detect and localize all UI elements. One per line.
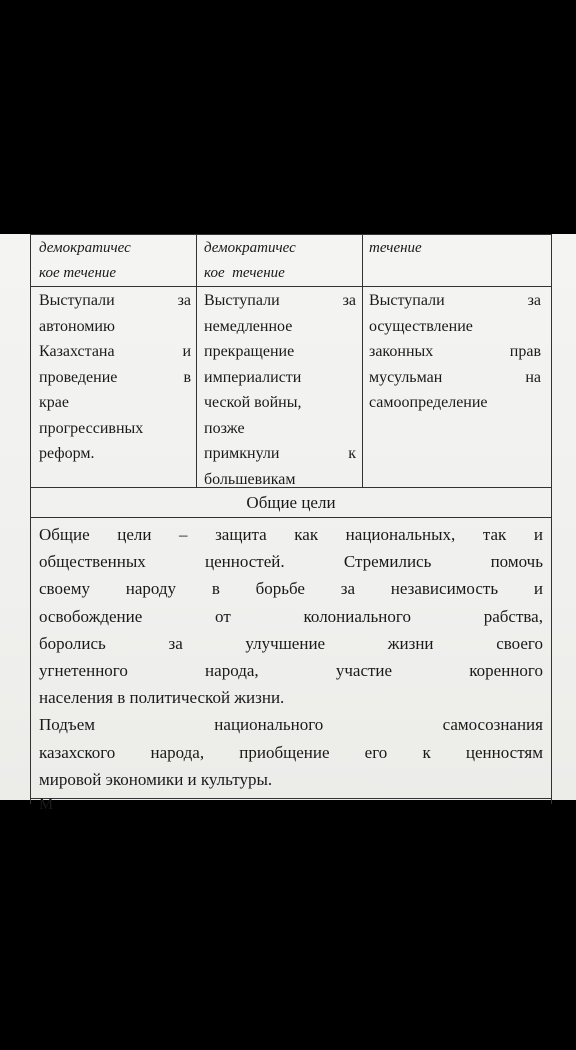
comparison-table <box>30 234 552 813</box>
header-col3-line: течение <box>369 240 422 256</box>
row-col2-word: за <box>342 292 356 309</box>
goals-text-word: национальных, <box>345 525 456 544</box>
goals-text-word: колониального <box>303 606 411 626</box>
row-col2-word: позже <box>204 419 245 437</box>
header-divider <box>31 286 551 287</box>
row-col1-line <box>39 390 191 416</box>
document-photo <box>0 234 576 813</box>
goals-text-word: народа, <box>150 742 205 762</box>
column-divider-1 <box>196 234 197 487</box>
goals-text-line <box>39 684 543 711</box>
row-col2-line <box>204 390 356 416</box>
goals-text-word: участие <box>335 661 393 681</box>
row-col2-word: немедленное <box>204 317 293 335</box>
row-col1-line <box>39 339 191 365</box>
row-col3-line <box>369 288 541 314</box>
goals-text-word: народа, <box>205 661 259 681</box>
goals-text-word: казахского <box>39 742 116 762</box>
row-col3-word: осуществление <box>369 317 473 335</box>
goals-text-word: цели <box>117 525 152 544</box>
row-col2-word: большевикам <box>204 470 296 488</box>
row-col1-line <box>39 441 191 467</box>
goals-text-word: так <box>482 525 507 544</box>
goals-text-word: за <box>168 633 183 653</box>
goals-text-word: ценностей. <box>204 552 285 572</box>
goals-text-word: за <box>340 579 356 599</box>
goals-text-word: освобождение <box>39 606 143 626</box>
row-col1-word: реформ. <box>39 445 95 462</box>
goals-text-word: коренного <box>469 661 543 681</box>
row-col3-word: прав <box>509 343 541 360</box>
row-col2-word: прекращение <box>204 343 295 360</box>
goals-text-word: боролись <box>39 633 106 653</box>
column-divider-2 <box>362 234 363 487</box>
goals-text-word: своего <box>496 633 543 653</box>
row-col3-line <box>369 390 541 416</box>
goals-text-line <box>39 575 543 602</box>
common-goals-title: Общие цели <box>246 493 336 512</box>
row-col3-line <box>369 314 541 340</box>
row-col2-line <box>204 314 356 340</box>
table-border-bottom <box>31 798 551 799</box>
goals-text-word: Подъем <box>39 715 96 735</box>
row-col3-word: Выступали <box>369 292 445 309</box>
goals-title-divider <box>31 517 551 518</box>
goals-text-line <box>39 603 543 630</box>
row-col3-word: мусульман <box>369 368 443 386</box>
goals-text-word: народу <box>125 579 177 599</box>
row-col2-line <box>204 365 356 391</box>
row-col2-word: Выступали <box>204 292 280 309</box>
row-col2-line <box>204 467 356 493</box>
header-col1 <box>39 236 191 286</box>
row-col1-word: автономию <box>39 317 115 335</box>
goals-text-word: его <box>364 742 388 762</box>
goals-text-line <box>39 630 543 657</box>
goals-text-word: независимость <box>390 579 499 599</box>
goals-text-word: своему <box>39 579 90 599</box>
row-col2-line <box>204 441 356 467</box>
goals-text-word: Стремились <box>343 552 432 572</box>
header-col2-line: демократичес <box>204 240 296 256</box>
cutoff-text: М <box>39 796 54 813</box>
header-col1-line: демократичес <box>39 240 131 256</box>
row-col3 <box>369 288 541 416</box>
row-col1-word: и <box>182 343 191 360</box>
row-col3-word: законных <box>369 343 434 360</box>
row-col2 <box>204 288 356 492</box>
row-col2-word: к <box>348 445 356 462</box>
goals-text-word: приобщение <box>239 742 330 762</box>
row-col3-word: самоопределение <box>369 394 488 411</box>
goals-text-word: как <box>294 525 319 544</box>
row-col1-word: прогрессивных <box>39 419 144 437</box>
row-col1-line <box>39 288 191 314</box>
goals-text-word: жизни <box>387 633 434 653</box>
goals-text-word: рабства, <box>483 606 543 626</box>
row-col1-word: в <box>183 368 191 386</box>
goals-text-word: от <box>215 606 231 626</box>
goals-text-word: и <box>533 579 543 599</box>
goals-text-word: защита <box>215 525 267 544</box>
goals-text-word: Общие <box>39 525 90 544</box>
row-col2-line <box>204 339 356 365</box>
row-col2-word: ческой войны, <box>204 394 302 411</box>
goals-text-word: самосознания <box>442 715 543 735</box>
header-col3 <box>369 236 539 261</box>
row-col3-line <box>369 339 541 365</box>
common-goals-text <box>39 521 543 793</box>
row-col1 <box>39 288 191 467</box>
goals-text-word: борьбе <box>255 579 305 599</box>
row-col3-line <box>369 365 541 391</box>
header-col2 <box>204 236 356 286</box>
goals-text-line <box>39 548 543 575</box>
row-col1-word: за <box>177 292 191 309</box>
goals-text-word: в <box>211 579 220 599</box>
row-col2-line <box>204 416 356 442</box>
row-col1-word: Выступали <box>39 292 115 309</box>
goals-text-word: населения в политической жизни. <box>39 688 285 708</box>
row-col1-word: проведение <box>39 368 118 386</box>
table-border-top <box>31 234 551 235</box>
row-col3-word: за <box>527 292 541 309</box>
goals-text-line <box>39 657 543 684</box>
goals-text-word: национального <box>214 715 324 735</box>
row-col1-word: крае <box>39 394 69 411</box>
goals-text-line <box>39 521 543 548</box>
row-col2-word: империалисти <box>204 368 302 386</box>
row-col2-line <box>204 288 356 314</box>
goals-text-line <box>39 711 543 738</box>
row-col1-line <box>39 416 191 442</box>
goals-text-line <box>39 739 543 766</box>
goals-text-word: улучшение <box>245 633 326 653</box>
goals-text-word: угнетенного <box>39 661 128 681</box>
goals-text-word: – <box>179 525 188 544</box>
row-col1-line <box>39 314 191 340</box>
row-col3-word: на <box>525 368 541 386</box>
goals-text-word: помочь <box>490 552 543 572</box>
goals-text-line <box>39 766 543 793</box>
header-col2-line: кое течение <box>204 265 285 281</box>
goals-text-word: общественных <box>39 552 146 572</box>
goals-text-word: ценностям <box>465 742 543 762</box>
row-col1-line <box>39 365 191 391</box>
row-col2-word: примкнули <box>204 445 280 462</box>
goals-text-word: мировой экономики и культуры. <box>39 769 273 789</box>
goals-text-word: к <box>422 742 431 762</box>
goals-text-word: и <box>533 525 543 544</box>
header-col1-line: кое течение <box>39 265 117 281</box>
row-col1-word: Казахстана <box>39 343 115 360</box>
